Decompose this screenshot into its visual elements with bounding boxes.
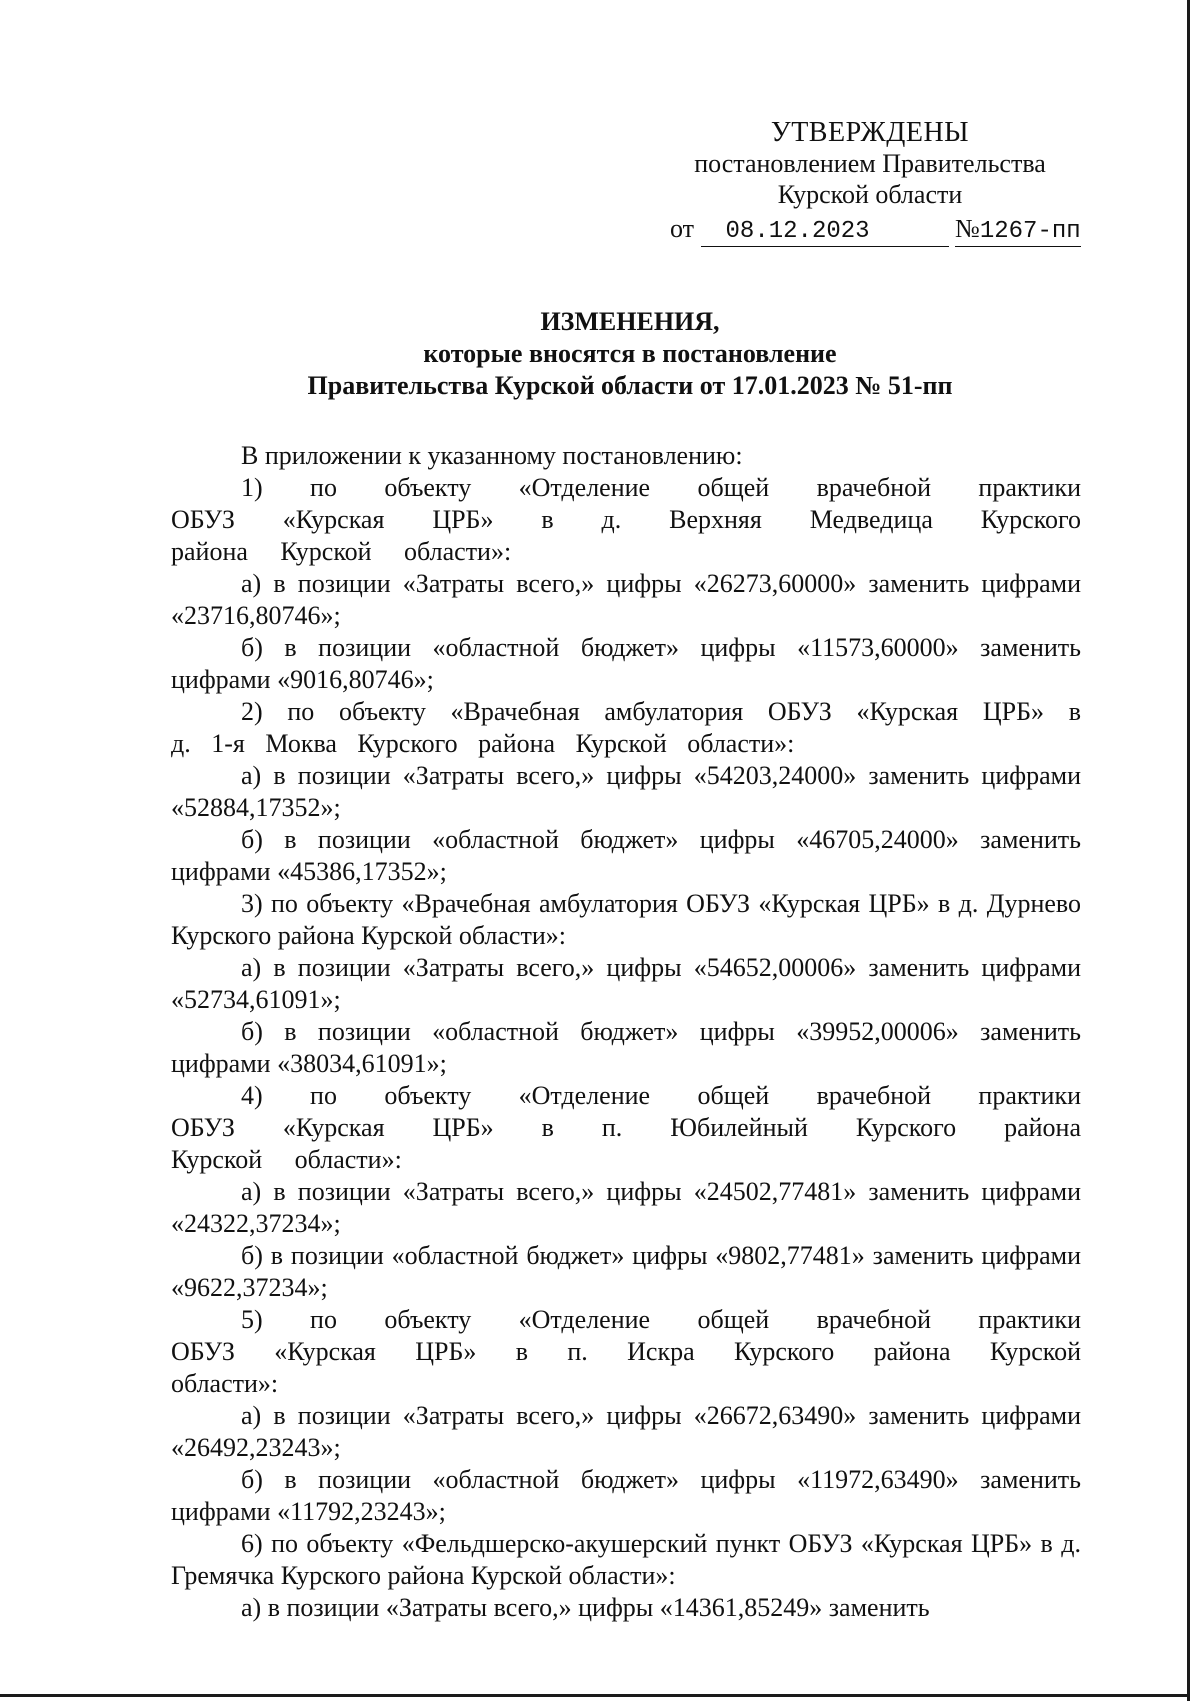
title-line-3: Правительства Курской области от 17.01.2023 № 51-пп	[307, 371, 953, 400]
document-title	[170, 306, 1090, 402]
item-2-b: б) в позиции «областной бюджет» цифры «46705,24000» заменить цифрами «45386,17352»;	[171, 825, 1081, 886]
number-field	[955, 215, 1081, 247]
approval-date: 08.12.2023	[701, 218, 949, 247]
item-1: 1) по объекту «Отделение общей врачебной практики ОБУЗ «Курская ЦРБ» в д. Верхняя Медведица Курского района Курской области»:	[171, 473, 1081, 566]
intro-paragraph: В приложении к указанному постановлению:	[241, 441, 743, 470]
item-3: 3) по объекту «Врачебная амбулатория ОБУЗ «Курская ЦРБ» в д. Дурнево Курского района Курской области»:	[171, 889, 1081, 950]
item-3-b: б) в позиции «областной бюджет» цифры «39952,00006» заменить цифрами «38034,61091»;	[171, 1017, 1081, 1078]
item-5: 5) по объекту «Отделение общей врачебной практики ОБУЗ «Курская ЦРБ» в п. Искра Курского района Курской области»:	[171, 1305, 1081, 1398]
item-2: 2) по объекту «Врачебная амбулатория ОБУЗ «Курская ЦРБ» в д. 1-я Моква Курского района Курской области»:	[171, 697, 1081, 758]
item-1-a: а) в позиции «Затраты всего,» цифры «26273,60000» заменить цифрами «23716,80746»;	[171, 569, 1081, 630]
item-4-b: б) в позиции «областной бюджет» цифры «9802,77481» заменить цифрами «9622,37234»;	[171, 1241, 1081, 1302]
approval-number: 1267-пп	[979, 218, 1081, 245]
number-prefix: №	[955, 214, 980, 243]
title-line-1: ИЗМЕНЕНИЯ,	[540, 307, 720, 336]
item-3-a: а) в позиции «Затраты всего,» цифры «54652,00006» заменить цифрами «52734,61091»;	[171, 953, 1081, 1014]
item-5-b: б) в позиции «областной бюджет» цифры «11972,63490» заменить цифрами «11792,23243»;	[171, 1465, 1081, 1526]
approval-stamp	[660, 117, 1080, 210]
item-1-b: б) в позиции «областной бюджет» цифры «11573,60000» заменить цифрами «9016,80746»;	[171, 633, 1081, 694]
approval-line-1: постановлением Правительства	[694, 149, 1046, 178]
item-2-a: а) в позиции «Затраты всего,» цифры «54203,24000» заменить цифрами «52884,17352»;	[171, 761, 1081, 822]
item-5-a: а) в позиции «Затраты всего,» цифры «26672,63490» заменить цифрами «26492,23243»;	[171, 1401, 1081, 1462]
document-body	[171, 440, 1081, 1624]
approval-heading: УТВЕРЖДЕНЫ	[770, 117, 970, 148]
scan-edge-bottom	[0, 1694, 1190, 1697]
item-4-a: а) в позиции «Затраты всего,» цифры «24502,77481» заменить цифрами «24322,37234»;	[171, 1177, 1081, 1238]
title-line-2: которые вносятся в постановление	[423, 339, 837, 368]
item-6-a: а) в позиции «Затраты всего,» цифры «14361,85249» заменить	[241, 1593, 930, 1622]
scan-edge-right	[1187, 0, 1190, 1701]
approval-line-2: Курской области	[777, 180, 963, 209]
approval-date-line	[670, 214, 1081, 247]
date-prefix: от	[670, 214, 695, 243]
item-4: 4) по объекту «Отделение общей врачебной практики ОБУЗ «Курская ЦРБ» в п. Юбилейный Курского района Курской области»:	[171, 1081, 1081, 1174]
item-6: 6) по объекту «Фельдшерско-акушерский пункт ОБУЗ «Курская ЦРБ» в д. Гремячка Курского района Курской области»:	[171, 1529, 1081, 1590]
